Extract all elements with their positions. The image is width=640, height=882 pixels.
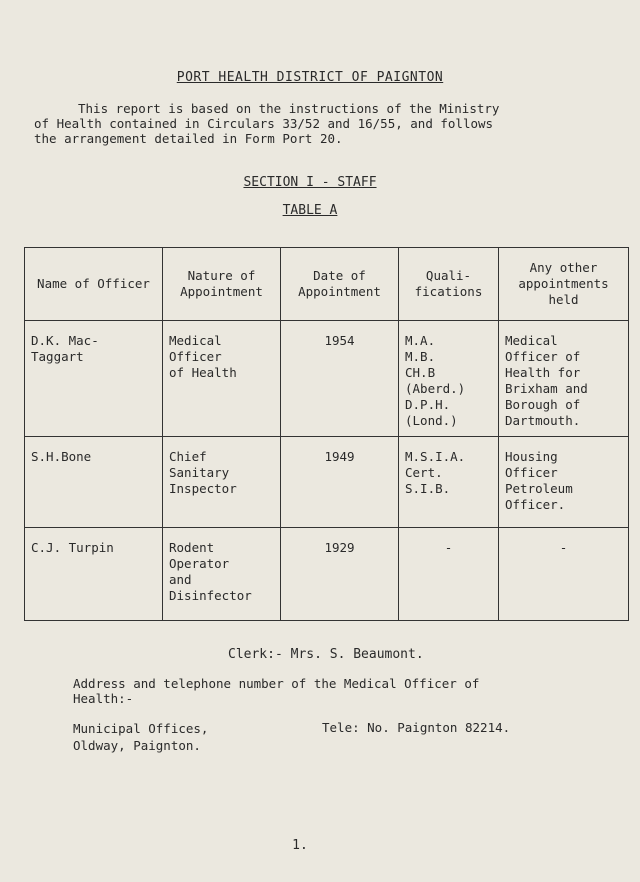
address-block xyxy=(73,720,208,754)
section-heading: SECTION I - STAFF xyxy=(243,175,377,190)
appointment-date: 1949 xyxy=(324,449,355,464)
table-label: TABLE A xyxy=(282,203,338,218)
other-appointments: Medical Officer of Health for Brixham and Borough of Dartmouth. xyxy=(505,333,588,428)
clerk-line: Clerk:- Mrs. S. Beaumont. xyxy=(228,647,424,662)
page-number: 1. xyxy=(292,838,308,853)
table-header-row xyxy=(25,248,629,321)
staff-table xyxy=(24,247,629,621)
appointment-date: 1954 xyxy=(324,333,355,348)
intro-paragraph xyxy=(34,101,499,146)
telephone-number: Tele: No. Paignton 82214. xyxy=(322,720,511,735)
address-line: Municipal Offices, xyxy=(73,721,209,736)
other-appointments: Housing Officer Petroleum Officer. xyxy=(505,449,573,512)
address-intro xyxy=(73,676,479,706)
intro-line: This report is based on the instructions of the Ministry xyxy=(78,101,500,116)
table-row xyxy=(25,437,629,528)
appointment-nature: Chief Sanitary Inspector xyxy=(169,449,237,496)
header-date-of-appointment: Date of Appointment xyxy=(281,248,399,321)
header-name-of-officer: Name of Officer xyxy=(25,248,163,321)
address-line: Oldway, Paignton. xyxy=(73,738,201,753)
appointment-nature: Rodent Operator and Disinfector xyxy=(169,540,252,603)
address-intro-line: Health:- xyxy=(73,691,134,706)
intro-line: of Health contained in Circulars 33/52 and 16/55, and follows xyxy=(34,116,494,131)
intro-line: the arrangement detailed in Form Port 20. xyxy=(34,131,343,146)
officer-name: C.J. Turpin xyxy=(31,540,114,555)
table-row xyxy=(25,528,629,621)
header-nature-of-appointment: Nature of Appointment xyxy=(163,248,281,321)
qualifications: - xyxy=(444,540,453,555)
header-qualifications: Quali- fications xyxy=(399,248,499,321)
officer-name: S.H.Bone xyxy=(31,449,92,464)
other-appointments: - xyxy=(559,540,568,555)
appointment-nature: Medical Officer of Health xyxy=(169,333,237,380)
page-title: PORT HEALTH DISTRICT OF PAIGNTON xyxy=(176,70,444,85)
address-intro-line: Address and telephone number of the Medical Officer of xyxy=(73,676,480,691)
qualifications: M.S.I.A. Cert. S.I.B. xyxy=(405,449,466,496)
header-other-appointments: Any other appointments held xyxy=(499,248,629,321)
table-row xyxy=(25,321,629,437)
officer-name: D.K. Mac- Taggart xyxy=(31,333,99,364)
qualifications: M.A. M.B. CH.B (Aberd.) D.P.H. (Lond.) xyxy=(405,333,466,428)
appointment-date: 1929 xyxy=(324,540,355,555)
